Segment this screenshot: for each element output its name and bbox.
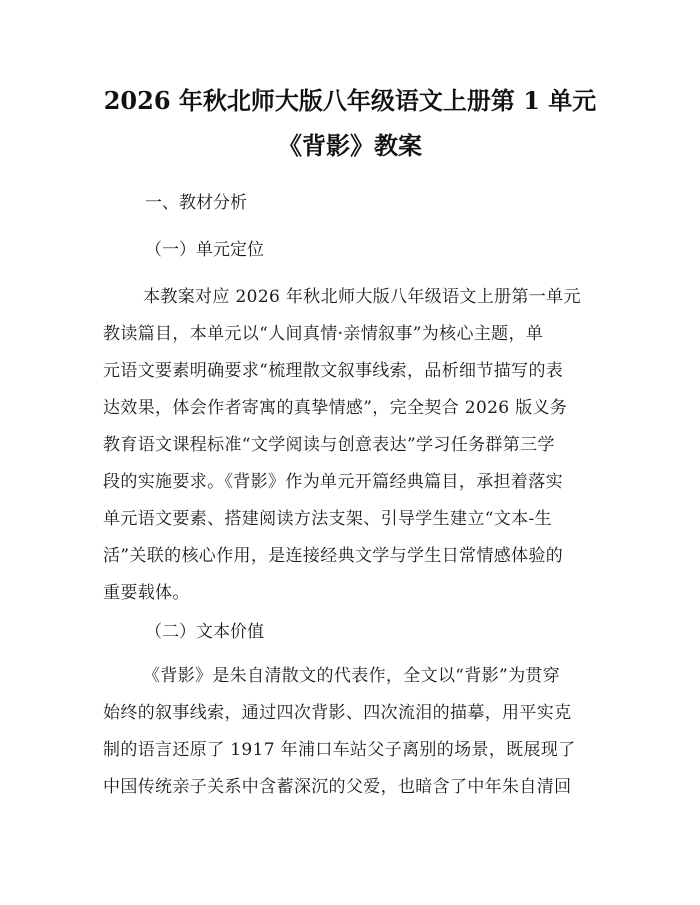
paragraph-line: 活”关联的核心作用，是连接经典文学与学生日常情感体验的 (103, 546, 564, 566)
paragraph-line: 重要载体。 (103, 583, 190, 603)
document-title-line-1: 2026 年秋北师大版八年级语文上册第 1 单元 (103, 86, 597, 115)
paragraph-line: 中国传统亲子关系中含蓄深沉的父爱，也暗含了中年朱自清回 (103, 777, 572, 797)
paragraph-line: 教育语文课程标准“文学阅读与创意表达”学习任务群第三学 (103, 435, 555, 455)
paragraph-line: 始终的叙事线索，通过四次背影、四次流泪的描摹，用平实克 (103, 703, 572, 723)
paragraph-line: 单元语文要素、搭建阅读方法支架、引导学生建立“文本-生 (103, 509, 552, 529)
paragraph-text-value (103, 664, 603, 812)
paragraph-line: 教读篇目，本单元以“人间真情·亲情叙事”为核心主题，单 (103, 324, 544, 344)
paragraph-line: 达效果，体会作者寄寓的真挚情感”，完全契合 2026 版义务 (103, 398, 568, 418)
paragraph-line: 制的语言还原了 1917 年浦口车站父子离别的场景，既展现了 (103, 740, 576, 760)
paragraph-line: 段的实施要求。《背影》作为单元开篇经典篇目，承担着落实 (103, 472, 563, 492)
document-title-line-2: 《背影》教案 (278, 131, 422, 160)
paragraph-line: 《背影》是朱自清散文的代表作，全文以“背影”为贯穿 (143, 666, 561, 686)
paragraph-line: 元语文要素明确要求“梳理散文叙事线索，品析细节描写的表 (103, 361, 564, 381)
paragraph-line: 本教案对应 2026 年秋北师大版八年级语文上册第一单元 (143, 287, 581, 307)
section-heading-textbook-analysis: 一、教材分析 (145, 193, 247, 213)
subsection-heading-unit-positioning: （一）单元定位 (145, 240, 264, 260)
subsection-heading-text-value: （二）文本价值 (145, 622, 264, 642)
paragraph-unit-positioning (103, 285, 603, 618)
